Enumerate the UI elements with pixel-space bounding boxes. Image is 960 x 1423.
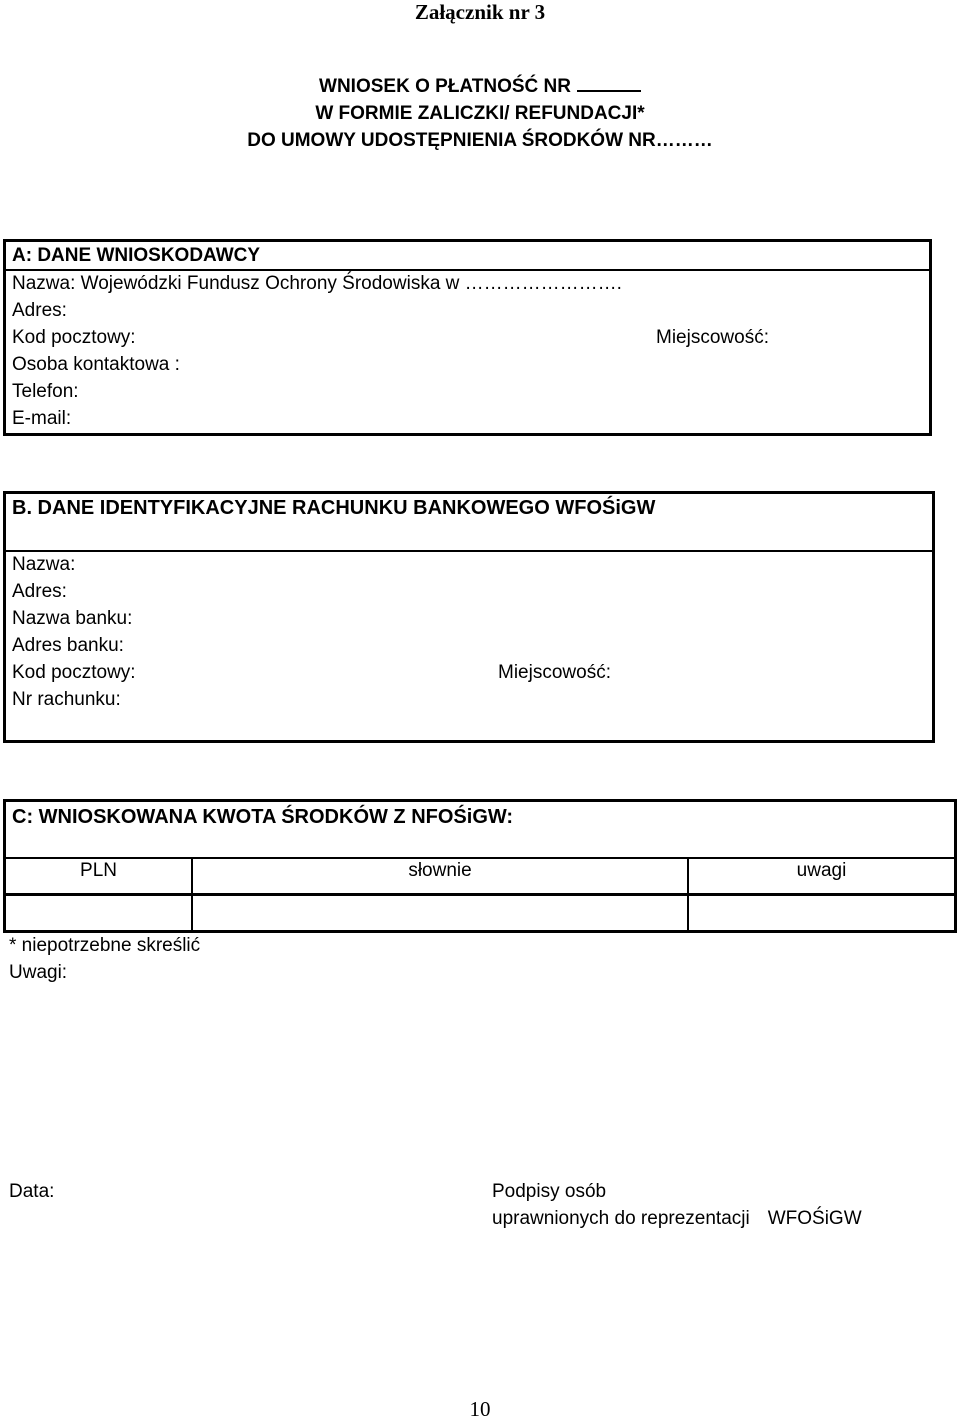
phone-label: Telefon: (12, 381, 79, 402)
bank-name-label: Nazwa banku: (12, 608, 133, 629)
column-header-in-words: słownie (408, 860, 472, 881)
bank-address-label: Adres banku: (12, 635, 124, 656)
account-holder-name-label: Nazwa: (12, 554, 76, 575)
annex-title: Załącznik nr 3 (414, 0, 546, 24)
section-c-header-divider (6, 857, 954, 859)
email-label: E-mail: (12, 408, 72, 429)
account-number-label: Nr rachunku: (12, 689, 121, 710)
applicant-city-label: Miejscowość: (656, 327, 769, 348)
contact-person-label: Osoba kontaktowa : (12, 354, 180, 375)
applicant-name-label: Nazwa: Wojewódzki Fundusz Ochrony Środowiska w ……………………. (12, 273, 622, 294)
signature-authorized-text: uprawnionych do reprezentacji (492, 1208, 750, 1229)
signature-label-line1: Podpisy osób (492, 1181, 607, 1202)
request-title-text: WNIOSEK O PŁATNOŚĆ NR (319, 76, 571, 97)
date-label: Data: (9, 1181, 55, 1202)
signature-label-line2 (492, 1208, 862, 1230)
section-a-title: A: DANE WNIOSKODAWCY (12, 245, 261, 266)
footnote: * niepotrzebne skreślić (9, 935, 201, 956)
applicant-postal-code-label: Kod pocztowy: (12, 327, 136, 348)
column-header-remarks: uwagi (796, 860, 847, 881)
section-b-divider (6, 550, 932, 552)
section-c-title: C: WNIOSKOWANA KWOTA ŚRODKÓW Z NFOŚiGW: (12, 806, 514, 828)
section-b-title: B. DANE IDENTYFIKACYJNE RACHUNKU BANKOWEGO WFOŚiGW (12, 497, 656, 519)
section-a-box (3, 239, 932, 436)
page-number: 10 (469, 1397, 491, 1421)
bank-city-label: Miejscowość: (498, 662, 611, 683)
column-header-pln: PLN (80, 860, 117, 881)
amount-remarks-cell[interactable] (689, 896, 954, 932)
account-holder-address-label: Adres: (12, 581, 67, 602)
remarks-label: Uwagi: (9, 962, 68, 983)
request-number-blank (577, 76, 641, 92)
section-b-box (3, 491, 935, 743)
section-c-box (3, 799, 957, 933)
request-title-line1 (0, 76, 960, 98)
bank-postal-code-label: Kod pocztowy: (12, 662, 136, 683)
applicant-address-label: Adres: (12, 300, 67, 321)
amount-in-words-cell[interactable] (193, 896, 687, 932)
amount-pln-cell[interactable] (6, 896, 191, 932)
request-title-line2: W FORMIE ZALICZKI/ REFUNDACJI* (315, 103, 645, 124)
signature-org: WFOŚiGW (767, 1208, 862, 1229)
request-title-line3: DO UMOWY UDOSTĘPNIENIA ŚRODKÓW NR……… (247, 130, 713, 151)
section-a-divider (6, 269, 929, 271)
